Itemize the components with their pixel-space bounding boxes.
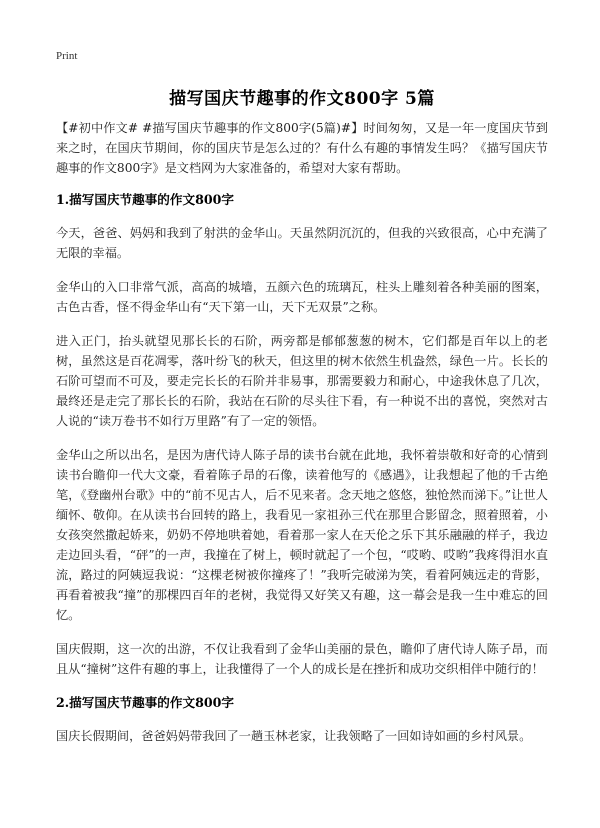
section-1-paragraph-1: 今天，爸爸、妈妈和我到了射洪的金华山。天虽然阴沉沉的，但我的兴致很高，心中充满了无限的幸福。	[56, 226, 548, 260]
section-2-paragraph-1: 国庆长假期间，爸爸妈妈带我回了一趟玉林老家，让我领略了一回如诗如画的乡村风景。	[56, 729, 532, 743]
document-body	[56, 118, 548, 760]
intro-paragraph: 【#初中作文# #描写国庆节趣事的作文800字(5篇)#】时间匆匆，又是一年一度国庆节到来之时，在国庆节期间，你的国庆节是怎么过的？有什么有趣的事情发生吗？《描写国庆节趣事的作文800字》是文档网为大家准备的，希望对大家有帮助。	[56, 121, 548, 175]
section-1-paragraph-5: 国庆假期，这一次的出游，不仅让我看到了金华山美丽的景色，瞻仰了唐代诗人陈子昂，而且从“撞树”这件有趣的事上，让我懂得了一个人的成长是在挫折和成功交织相伴中随行的！	[56, 642, 548, 676]
section-1-paragraph-2: 金华山的入口非常气派，高高的城墙，五颜六色的琉璃瓦，柱头上雕刻着各种美丽的图案，古色古香，怪不得金华山有“天下第一山，天下无双景”之称。	[56, 280, 548, 314]
section-heading-1: 1.描写国庆节趣事的作文800字	[56, 192, 234, 207]
document-title: 描写国庆节趣事的作文800字 5篇	[169, 89, 435, 109]
section-1-paragraph-4: 金华山之所以出名，是因为唐代诗人陈子昂的读书台就在此地，我怀着崇敬和好奇的心情到读书台瞻仰一代大文豪，看着陈子昂的石像，读着他写的《感遇》，让我想起了他的千古绝笔，《登幽州台歌》中的“前不见古人，后不见来者。念天地之悠悠，独怆然而涕下。”让世人缅怀、敬仰。在从读书台回转的路上，我看见一家祖孙三代在那里合影留念，照着照着，小女孩突然撒起娇来，奶奶不停地哄着她，看着那一家人在天伦之乐下其乐融融的样子，我边走边回头看，“砰”的一声，我撞在了树上，顿时就起了一个包，“哎哟、哎哟”我疼得泪水直流，路过的阿姨逗我说：“这棵老树被你撞疼了！”我听完破涕为笑，看着阿姨远走的背影，再看着被我“撞”的那棵四百年的老树，我觉得又好笑又有趣，这一幕会是我一生中难忘的回忆。	[56, 448, 549, 622]
section-heading-2: 2.描写国庆节趣事的作文800字	[56, 695, 234, 710]
print-label[interactable]: Print	[56, 50, 78, 62]
section-1-paragraph-3: 进入正门，抬头就望见那长长的石阶，两旁都是郁郁葱葱的树木，它们都是百年以上的老树，虽然这是百花凋零，落叶纷飞的秋天，但这里的树木依然生机盎然，绿色一片。长长的石阶可望而不可及，要走完长长的石阶并非易事，那需要毅力和耐心，中途我休息了几次，最终还是走完了那长长的石阶，我站在石阶的尽头往下看，有一种说不出的喜悦，突然对古人说的“读万卷书不如行万里路”有了一定的领悟。	[56, 334, 548, 428]
